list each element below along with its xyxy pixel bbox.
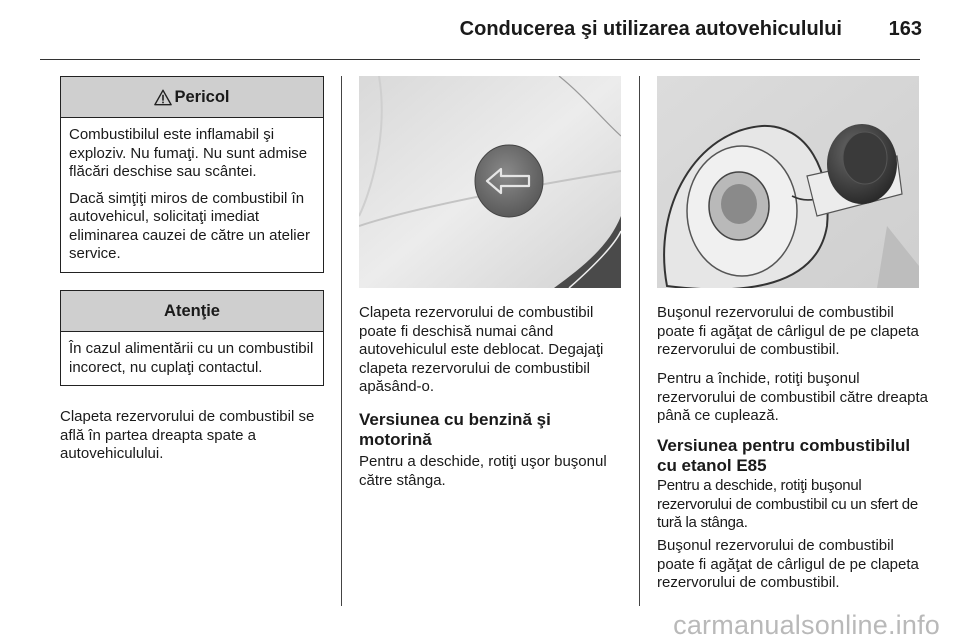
column3-paragraph-1: Buşonul rezervorului de combustibil poate fi agăţat de cârligul de pe clapeta rezervorului de combustibil. [657, 304, 919, 358]
chapter-title: Conducerea şi utilizarea autovehiculului [459, 18, 842, 40]
column1-paragraph: Clapeta rezervorului de combustibil se află în partea dreapta spate a autovehiculului. [60, 408, 315, 462]
danger-box-body [61, 118, 323, 272]
danger-box-header [61, 77, 323, 118]
danger-paragraph: Dacă simţiţi miros de combustibil în autovehicul, solicitaţi imediat eliminarea cauzei de către un atelier service. [69, 189, 310, 262]
column3-paragraph-2: Pentru a închide, rotiţi buşonul rezervorului de combustibil către dreapta până ce cuplează. [657, 370, 928, 424]
column3-paragraph-3: Pentru a deschide, rotiţi buşonul rezervorului de combustibil cu un sfert de tură la stânga. [657, 477, 918, 531]
header-divider [40, 59, 920, 60]
fuel-flap-photo [359, 76, 621, 288]
danger-box [60, 76, 324, 273]
fuel-cap-photo [657, 76, 919, 288]
attention-box-title: Atenţie [164, 301, 220, 320]
petrol-diesel-paragraph: Pentru a deschide, rotiţi uşor buşonul către stânga. [359, 453, 607, 489]
attention-box-header [61, 291, 323, 332]
column-divider-2 [639, 76, 640, 606]
danger-box-title: Pericol [174, 87, 230, 106]
watermark: carmanualsonline.info [673, 610, 940, 640]
petrol-diesel-heading: Versiunea cu benzină şi motorină [359, 410, 551, 449]
column3-paragraph-4: Buşonul rezervorului de combustibil poate fi agăţat de cârligul de pe clapeta rezervorului de combustibil. [657, 537, 919, 591]
attention-box [60, 290, 324, 386]
danger-paragraph: Combustibilul este inflamabil şi exploziv. Nu fumaţi. Nu sunt admise flăcări deschise sau scântei. [69, 126, 308, 180]
e85-heading: Versiunea pentru combustibilul cu etanol E85 [657, 436, 911, 475]
column2-paragraph: Clapeta rezervorului de combustibil poate fi deschisă numai când autovehiculul este deblocat. Degajaţi clapeta rezervorului de combustibil apăsând-o. [359, 304, 604, 395]
warning-triangle-icon [154, 89, 172, 106]
attention-box-body [61, 332, 323, 385]
column-divider-1 [341, 76, 342, 606]
page-number: 163 [888, 18, 922, 40]
attention-paragraph: În cazul alimentării cu un combustibil incorect, nu cuplaţi contactul. [69, 340, 314, 376]
